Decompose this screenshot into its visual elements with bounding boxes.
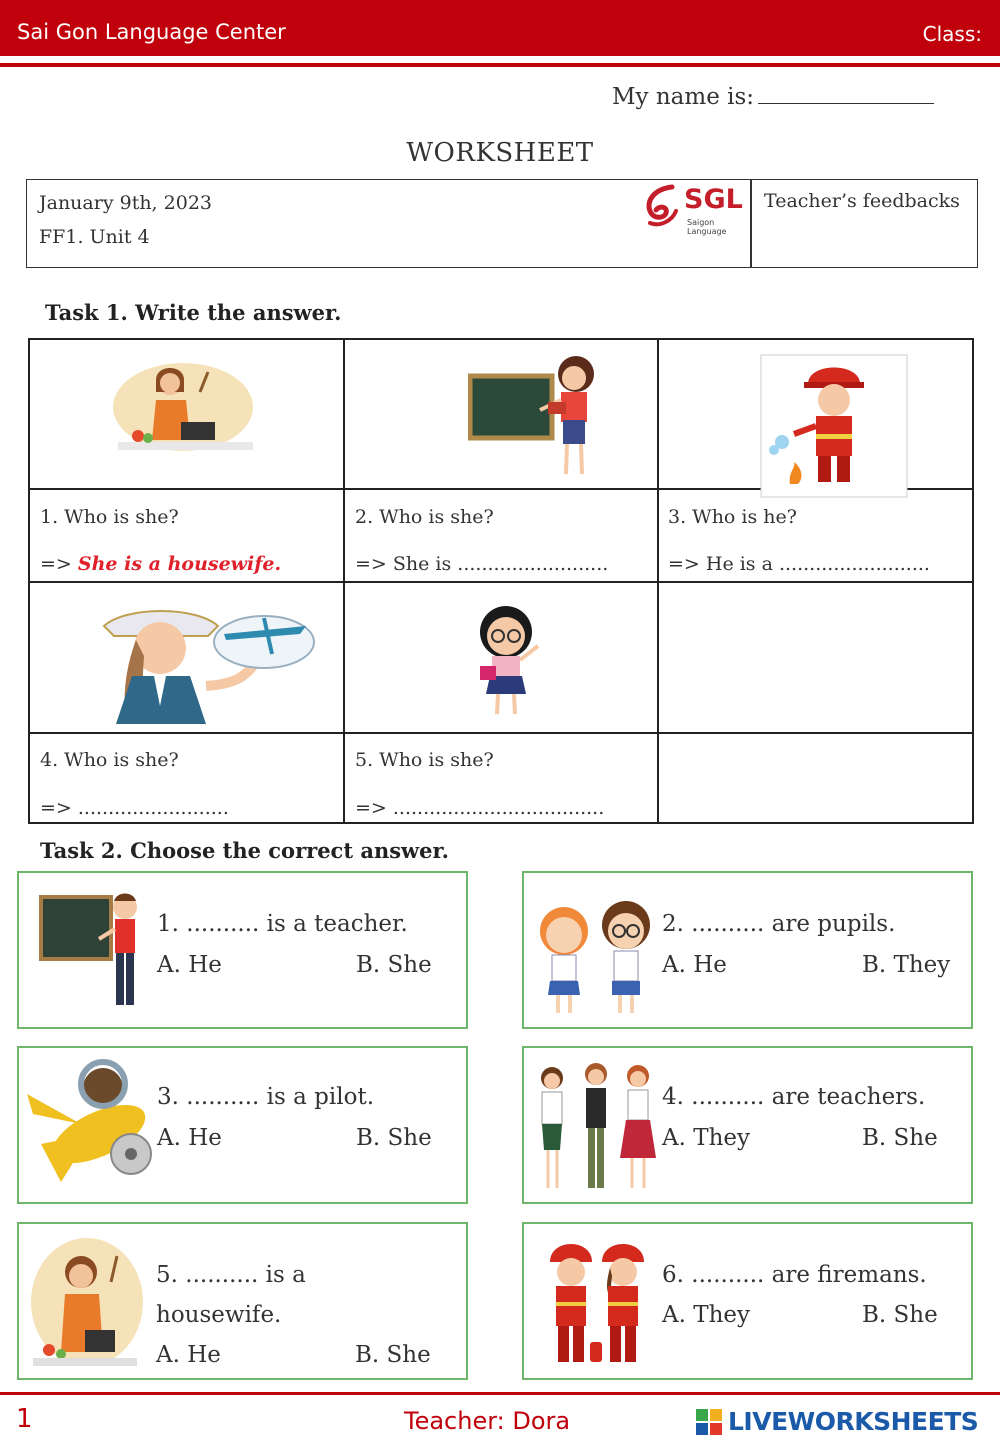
pilot-icon <box>96 596 318 726</box>
teacher-name: Teacher: Dora <box>404 1407 571 1435</box>
task2-sentence-4: 4. .......... are teachers. <box>662 1084 926 1110</box>
answer-prefix: => <box>40 553 78 575</box>
footer-divider <box>0 1392 1000 1395</box>
class-label: Class: <box>922 22 982 46</box>
task2-option-a-5[interactable]: A. He <box>156 1342 221 1368</box>
page-number: 1 <box>16 1404 33 1434</box>
firemen-icon <box>540 1232 656 1374</box>
task1-answer-1 <box>40 553 281 575</box>
task2-option-b-1[interactable]: B. She <box>356 952 432 978</box>
fireman-icon <box>760 354 908 498</box>
task2-sentence-6: 6. .......... are firemans. <box>662 1262 927 1288</box>
student-name-row <box>612 82 934 110</box>
info-box <box>26 179 978 268</box>
table-divider <box>30 581 972 583</box>
task1-question-3: 3. Who is he? <box>668 506 797 528</box>
task2-sentence-2: 2. .......... are pupils. <box>662 911 896 937</box>
sgl-swoosh-icon <box>642 183 682 231</box>
task2-item-5 <box>17 1222 468 1380</box>
teachers-icon <box>530 1058 660 1196</box>
task2-item-2 <box>522 871 973 1029</box>
task1-question-5: 5. Who is she? <box>355 749 494 771</box>
task1-answer-2[interactable]: => She is ......................... <box>355 553 609 575</box>
pupil-icon <box>462 602 572 722</box>
sgl-logo <box>642 183 752 236</box>
task2-sentence-5-line1: 5. .......... is a <box>156 1262 306 1288</box>
task1-table <box>28 338 974 824</box>
answer-example: She is a housewife. <box>77 553 282 575</box>
task1-answer-3[interactable]: => He is a ......................... <box>668 553 930 575</box>
housewife-icon <box>108 352 258 462</box>
task2-item-1 <box>17 871 468 1029</box>
task2-option-b-3[interactable]: B. She <box>356 1125 432 1151</box>
teacher-icon <box>468 350 608 480</box>
header-bar <box>0 0 1000 56</box>
info-divider <box>750 180 752 267</box>
task1-question-2: 2. Who is she? <box>355 506 494 528</box>
task1-answer-5[interactable]: => ................................... <box>355 797 605 819</box>
task2-item-4 <box>522 1046 973 1204</box>
task2-option-a-4[interactable]: A. They <box>662 1125 750 1151</box>
date-text: January 9th, 2023 <box>39 192 212 214</box>
logo-subtext: Saigon Language <box>687 218 727 236</box>
teacher-feedback-label: Teacher’s feedbacks <box>764 190 960 212</box>
task1-answer-4[interactable]: => ......................... <box>40 797 229 819</box>
teacher-man-icon <box>37 889 147 1013</box>
task2-sentence-5-line2: housewife. <box>156 1302 282 1328</box>
name-input[interactable] <box>758 82 934 104</box>
task2-option-a-3[interactable]: A. He <box>157 1125 222 1151</box>
liveworksheets-icon <box>696 1409 724 1439</box>
table-divider <box>30 732 972 734</box>
task2-item-6 <box>522 1222 973 1380</box>
task2-sentence-1: 1. .......... is a teacher. <box>157 911 408 937</box>
task2-sentence-3: 3. .......... is a pilot. <box>157 1084 375 1110</box>
logo-text: SGL <box>684 184 743 215</box>
task2-option-a-6[interactable]: A. They <box>662 1302 750 1328</box>
task2-option-a-1[interactable]: A. He <box>157 952 222 978</box>
task2-title: Task 2. Choose the correct answer. <box>40 838 449 863</box>
pilot-plane-icon <box>21 1054 157 1198</box>
pupils-icon <box>530 881 660 1023</box>
task2-option-a-2[interactable]: A. He <box>662 952 727 978</box>
task1-question-4: 4. Who is she? <box>40 749 179 771</box>
housewife-icon <box>29 1232 145 1374</box>
task2-option-b-4[interactable]: B. She <box>862 1125 938 1151</box>
task2-item-3 <box>17 1046 468 1204</box>
task2-option-b-2[interactable]: B. They <box>862 952 951 978</box>
task1-title: Task 1. Write the answer. <box>45 300 342 325</box>
organization-name: Sai Gon Language Center <box>17 20 286 44</box>
header-divider <box>0 63 1000 67</box>
unit-text: FF1. Unit 4 <box>39 226 150 248</box>
task2-option-b-5[interactable]: B. She <box>355 1342 431 1368</box>
task2-option-b-6[interactable]: B. She <box>862 1302 938 1328</box>
page-title: WORKSHEET <box>406 138 594 168</box>
name-label: My name is: <box>612 84 755 110</box>
brand-text: LIVEWORKSHEETS <box>728 1407 979 1436</box>
task1-question-1: 1. Who is she? <box>40 506 179 528</box>
